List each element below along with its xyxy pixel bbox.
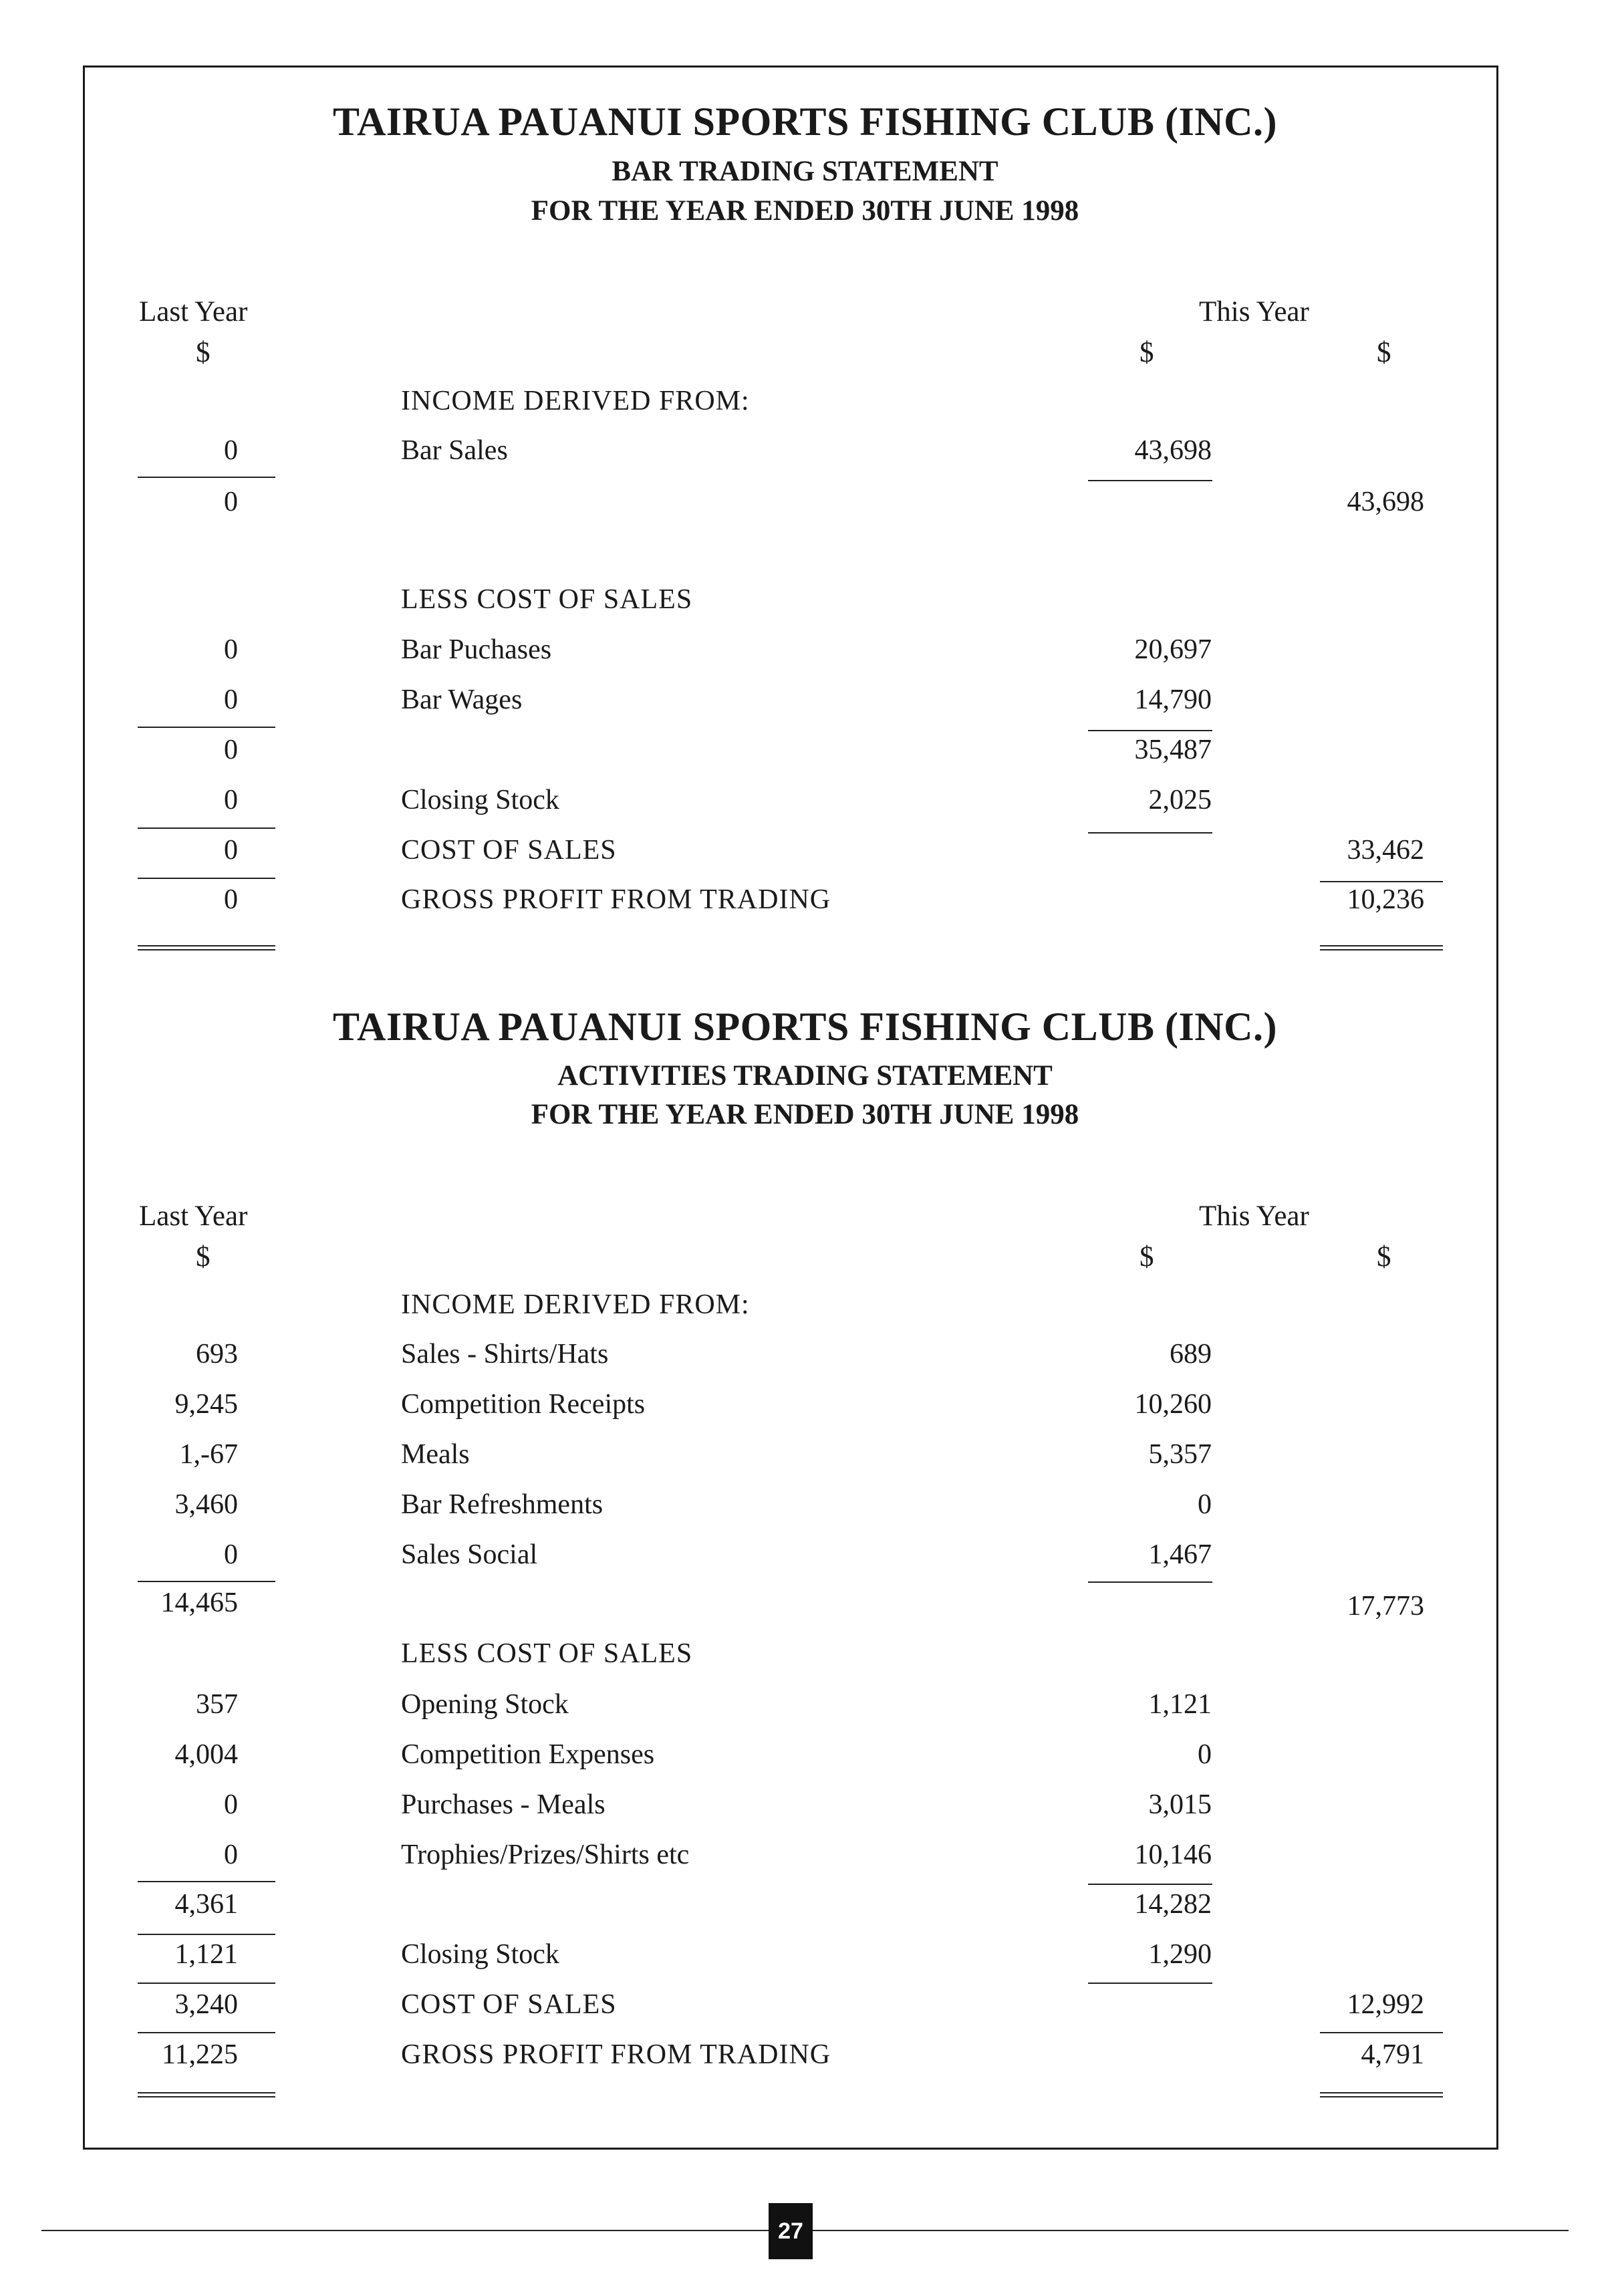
activities-subtotal-this: 14,282 xyxy=(1134,1889,1212,1920)
rule xyxy=(138,1581,275,1582)
bar-purchases-last: 0 xyxy=(224,634,238,665)
bar-period: FOR THE YEAR ENDED 30TH JUNE 1998 xyxy=(531,195,1079,227)
bar-gross-profit-label: GROSS PROFIT FROM TRADING xyxy=(401,884,831,915)
rule xyxy=(138,477,275,478)
rule xyxy=(1320,881,1443,882)
activities-closing-stock-this: 1,290 xyxy=(1148,1939,1212,1970)
income-row-last: 0 xyxy=(224,1539,238,1570)
bar-statement-title: BAR TRADING STATEMENT xyxy=(612,156,998,187)
activities-gross-profit-last: 11,225 xyxy=(162,2039,238,2070)
rule xyxy=(138,2032,275,2033)
rule xyxy=(138,1881,275,1882)
activities-cost-of-sales-this: 12,992 xyxy=(1347,1989,1424,2020)
bar-sales-label: Bar Sales xyxy=(401,435,508,466)
rule xyxy=(1088,480,1212,481)
cost-row-label: Opening Stock xyxy=(401,1689,569,1720)
bar-income-heading: INCOME DERIVED FROM: xyxy=(401,386,750,416)
activities-less-cost-heading: LESS COST OF SALES xyxy=(401,1638,693,1669)
rule xyxy=(138,1983,275,1984)
activities-cost-of-sales-last: 3,240 xyxy=(174,1989,238,2020)
bar-this-currency-1: $ xyxy=(1139,337,1154,368)
bar-wages-label: Bar Wages xyxy=(401,684,523,715)
rule xyxy=(1088,730,1212,731)
activities-club-title: TAIRUA PAUANUI SPORTS FISHING CLUB (INC.) xyxy=(333,1005,1277,1049)
activities-closing-stock-last: 1,121 xyxy=(174,1939,238,1970)
page-number: 27 xyxy=(769,2203,813,2259)
cost-row-last: 0 xyxy=(224,1789,238,1820)
income-row-this: 0 xyxy=(1198,1489,1212,1520)
activities-income-total-last: 14,465 xyxy=(160,1587,238,1618)
income-row-last: 3,460 xyxy=(174,1489,238,1520)
bar-income-total-last: 0 xyxy=(224,487,238,517)
income-row-last: 9,245 xyxy=(174,1389,238,1420)
rule xyxy=(138,727,275,728)
income-row-label: Meals xyxy=(401,1439,470,1470)
bar-wages-this: 14,790 xyxy=(1134,684,1212,715)
bar-last-currency: $ xyxy=(196,337,211,368)
income-row-label: Sales Social xyxy=(401,1539,538,1570)
rule xyxy=(138,827,275,829)
activities-closing-stock-label: Closing Stock xyxy=(401,1939,559,1970)
bar-this-currency-2: $ xyxy=(1377,337,1391,368)
income-row-this: 10,260 xyxy=(1134,1389,1212,1420)
income-row-this: 5,357 xyxy=(1148,1439,1212,1470)
activities-income-total-this: 17,773 xyxy=(1347,1591,1424,1622)
rule xyxy=(1088,1884,1212,1885)
income-row-last: 693 xyxy=(196,1339,238,1370)
activities-this-currency-2: $ xyxy=(1377,1241,1391,1273)
cost-row-this: 3,015 xyxy=(1148,1789,1212,1820)
bar-purchases-this: 20,697 xyxy=(1134,634,1212,665)
double-rule xyxy=(138,2092,275,2097)
rule xyxy=(1088,832,1212,834)
cost-row-this: 1,121 xyxy=(1148,1689,1212,1720)
bar-wages-last: 0 xyxy=(224,684,238,715)
activities-gross-profit-label: GROSS PROFIT FROM TRADING xyxy=(401,2039,831,2070)
income-row-this: 689 xyxy=(1170,1339,1212,1370)
bar-club-title: TAIRUA PAUANUI SPORTS FISHING CLUB (INC.) xyxy=(333,100,1277,144)
cost-row-last: 0 xyxy=(224,1839,238,1870)
bar-last-year-label: Last Year xyxy=(139,296,248,328)
activities-period: FOR THE YEAR ENDED 30TH JUNE 1998 xyxy=(531,1099,1079,1130)
activities-cost-of-sales-label: COST OF SALES xyxy=(401,1989,617,2020)
income-row-label: Bar Refreshments xyxy=(401,1489,603,1520)
bar-cost-of-sales-this: 33,462 xyxy=(1347,835,1424,866)
cost-row-this: 0 xyxy=(1198,1739,1212,1770)
double-rule xyxy=(138,945,275,950)
bar-purchases-label: Bar Puchases xyxy=(401,634,552,665)
rule xyxy=(1088,1983,1212,1984)
bar-this-year-label: This Year xyxy=(1199,296,1309,328)
cost-row-label: Competition Expenses xyxy=(401,1739,655,1770)
activities-subtotal-last: 4,361 xyxy=(174,1889,238,1920)
bar-cost-of-sales-last: 0 xyxy=(224,835,238,866)
rule xyxy=(138,1934,275,1935)
bar-closing-stock-last: 0 xyxy=(224,785,238,815)
double-rule xyxy=(1320,2092,1443,2097)
double-rule xyxy=(1320,945,1443,950)
activities-income-heading: INCOME DERIVED FROM: xyxy=(401,1289,750,1320)
bar-cost-of-sales-label: COST OF SALES xyxy=(401,835,617,866)
activities-last-currency: $ xyxy=(196,1241,211,1273)
activities-this-currency-1: $ xyxy=(1139,1241,1154,1273)
bar-gross-profit-last: 0 xyxy=(224,884,238,915)
bar-subtotal-this: 35,487 xyxy=(1134,735,1212,765)
activities-last-year-label: Last Year xyxy=(139,1200,248,1232)
activities-gross-profit-this: 4,791 xyxy=(1361,2039,1424,2070)
cost-row-label: Purchases - Meals xyxy=(401,1789,606,1820)
bar-income-total-this: 43,698 xyxy=(1347,487,1424,517)
bar-closing-stock-this: 2,025 xyxy=(1148,785,1212,815)
bar-less-cost-heading: LESS COST OF SALES xyxy=(401,584,693,615)
rule xyxy=(1320,2032,1443,2033)
income-row-label: Sales - Shirts/Hats xyxy=(401,1339,609,1370)
bar-closing-stock-label: Closing Stock xyxy=(401,785,559,815)
income-row-label: Competition Receipts xyxy=(401,1389,646,1420)
cost-row-last: 4,004 xyxy=(174,1739,238,1770)
rule xyxy=(138,878,275,879)
bar-sales-last: 0 xyxy=(224,435,238,466)
rule xyxy=(1088,1581,1212,1583)
cost-row-label: Trophies/Prizes/Shirts etc xyxy=(401,1839,690,1870)
bar-gross-profit-this: 10,236 xyxy=(1347,884,1424,915)
cost-row-last: 357 xyxy=(196,1689,238,1720)
cost-row-this: 10,146 xyxy=(1134,1839,1212,1870)
bar-sales-this: 43,698 xyxy=(1134,435,1212,466)
activities-statement-title: ACTIVITIES TRADING STATEMENT xyxy=(557,1060,1053,1092)
bar-subtotal-last: 0 xyxy=(224,735,238,765)
activities-this-year-label: This Year xyxy=(1199,1200,1309,1232)
income-row-last: 1,-67 xyxy=(179,1439,238,1470)
income-row-this: 1,467 xyxy=(1148,1539,1212,1570)
